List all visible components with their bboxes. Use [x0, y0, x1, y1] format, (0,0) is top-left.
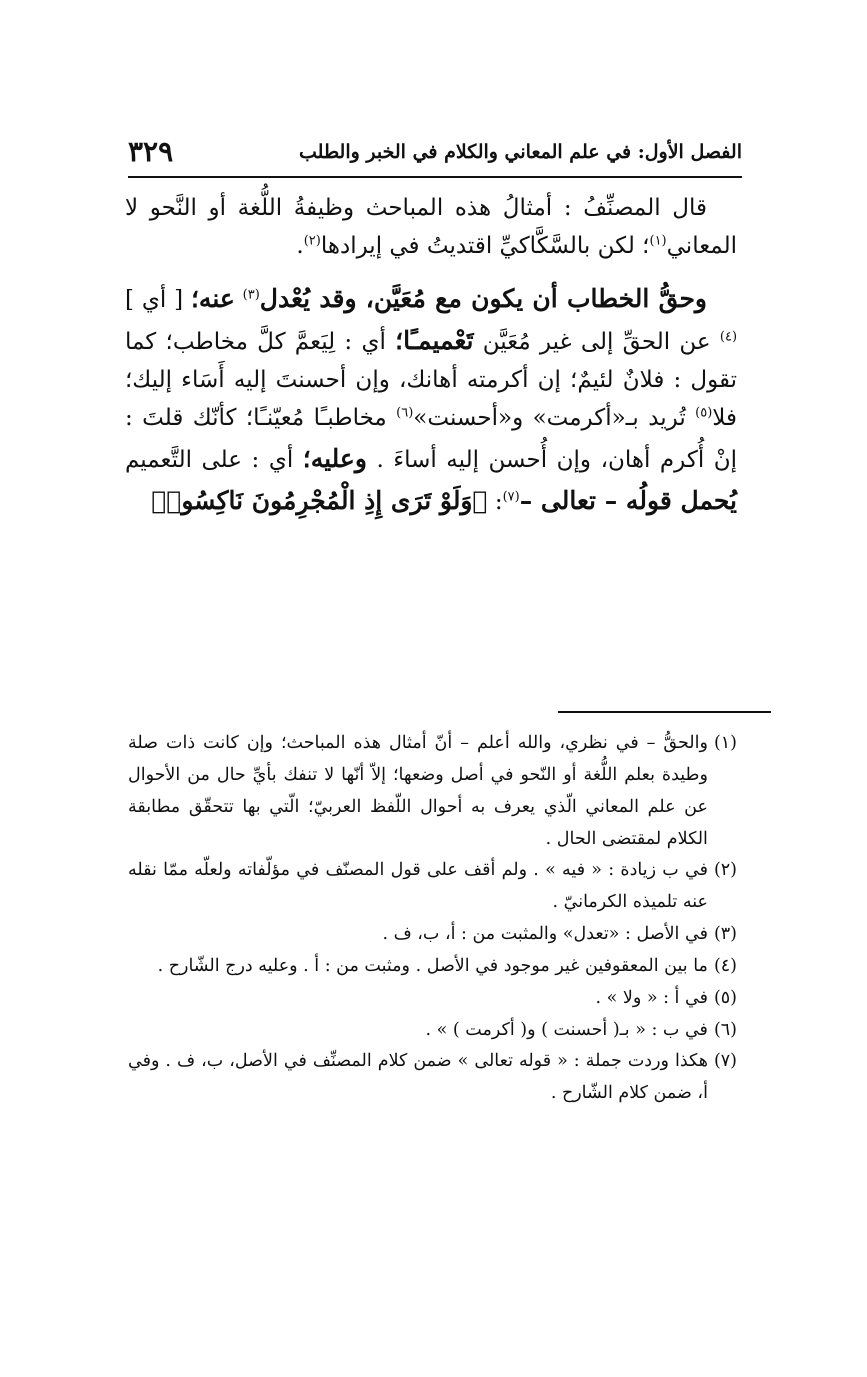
- footnote-text: في أ : « ولا » .: [595, 987, 708, 1008]
- footnote-text: في الأصل : «تعدل» والمثبت من : أ، ب، ف .: [382, 924, 708, 945]
- footnote-text: ما بين المعقوفين غير موجود في الأصل . ومثبت من : أ . وعليه درج الشّارح .: [157, 955, 708, 976]
- footnote-number: (٢): [713, 860, 737, 881]
- sharh-text-3: تُريد بـ«أكرمت» و«أحسنت»: [413, 404, 686, 431]
- footnote-ref-5: (٥): [695, 405, 713, 421]
- footnote-text: في ب زيادة : « فيه » . ولم أقف على قول المصنّف في مؤلّفاته ولعلّه ممّا نقله عنه تلميذه الكرمانيّ .: [128, 860, 708, 913]
- footnote-ref-7: (٧): [502, 488, 520, 504]
- footnote-text: هكذا وردت جملة : « قوله تعالى » ضمن كلام المصنِّف في الأصل، ب، ف . وفي أ، ضمن كلام الشّارح .: [128, 1051, 708, 1104]
- footnote-number: (٤): [713, 955, 737, 976]
- sharh-text-1: عن الحقِّ إلى غير مُعَيَّن: [482, 328, 711, 355]
- footnote-number: (٥): [713, 987, 737, 1008]
- footnote-number: (٦): [713, 1019, 737, 1040]
- running-header: [128, 135, 742, 175]
- footnote-ref-1: (١): [649, 233, 667, 249]
- colon: :: [494, 488, 503, 515]
- footnote-number: (٣): [713, 924, 737, 945]
- matn-text-1: وحقُّ الخطاب أن يكون مع مُعَيَّن، وقد يُعْدل: [259, 283, 707, 313]
- footnote-text: والحقُّ – في نظري، والله أعلم – أنّ أمثال هذه المباحث؛ وإن كانت ذات صلة وطيدة بعلم اللُّغة أو النّحو في أصل وضعها؛ إلاّ أنّها لا تنفك بأيِّ حال من الأحوال عن علم المعاني الّذي يعرف به أحوال اللّفظ العربيّ؛ الّتي بها تتحقّق مطابقة الكلام لمقتضى الحال .: [128, 733, 708, 849]
- matn-text-4: وعليه؛: [302, 443, 367, 473]
- footnote-text: في ب : « بـ( أحسنت ) و( أكرمت ) » .: [425, 1019, 708, 1040]
- quran-verse: ﴿وَلَوْ تَرَى إِذِ الْمُجْرِمُونَ نَاكِسُوا۟: [151, 485, 488, 515]
- main-text: [125, 190, 737, 522]
- matn-text-3: تَعْميمـًا؛: [395, 325, 474, 355]
- p1-text: قال المصنِّفُ : أمثالُ هذه المباحث وظيفةُ اللُّغة أو النَّحو لا المعاني: [125, 195, 737, 259]
- footnote-ref-3: (٣): [242, 287, 260, 303]
- footnotes: [128, 728, 737, 1110]
- sharh-text-4: مخاطبـًا مُعيّنـًا؛ كأنّك قلتَ : إنْ أُكرم أهان، وإن أُحسن إليه أساءَ .: [125, 404, 738, 473]
- sharh-text-5: أي : على التَّعميم: [125, 446, 294, 473]
- bracket-insert: [ أي ]: [125, 286, 184, 313]
- paragraph-1: [125, 190, 737, 266]
- p1-end: .: [296, 232, 304, 259]
- footnote-7: [128, 1046, 737, 1110]
- page-number: ٣٢٩: [128, 135, 174, 168]
- matn-text-5: يُحمل قولُه – تعالى –: [519, 485, 737, 515]
- footnote-5: [128, 983, 737, 1015]
- footnote-1: [128, 728, 737, 855]
- footnote-number: (١): [713, 733, 737, 753]
- footnote-3: [128, 919, 737, 951]
- footnote-2: [128, 855, 737, 919]
- chapter-title: الفصل الأول: في علم المعاني والكلام في الخبر والطلب: [299, 141, 742, 163]
- p1-text-cont: ؛ لكن بالسَّكَّاكيِّ اقتديتُ في إيرادها: [320, 232, 650, 259]
- footnote-ref-4: (٤): [719, 329, 738, 345]
- footnote-ref-2: (٢): [303, 233, 321, 249]
- footnote-number: (٧): [713, 1051, 737, 1072]
- header-divider: [128, 176, 742, 178]
- footnote-divider: [558, 711, 771, 713]
- matn-text-2: عنه؛: [190, 283, 235, 313]
- sharh-text-2: أي : لِيَعمَّ كلَّ مخاطب؛ كما تقول : فلانٌ لئيمٌ؛ إن أكرمته أهانك، وإن أحسنتَ إليه أَسَاء إليك؛ فلا: [125, 328, 738, 431]
- paragraph-2: [125, 278, 737, 522]
- footnote-ref-6: (٦): [396, 405, 414, 421]
- footnote-4: [128, 951, 737, 983]
- footnote-6: [128, 1015, 737, 1047]
